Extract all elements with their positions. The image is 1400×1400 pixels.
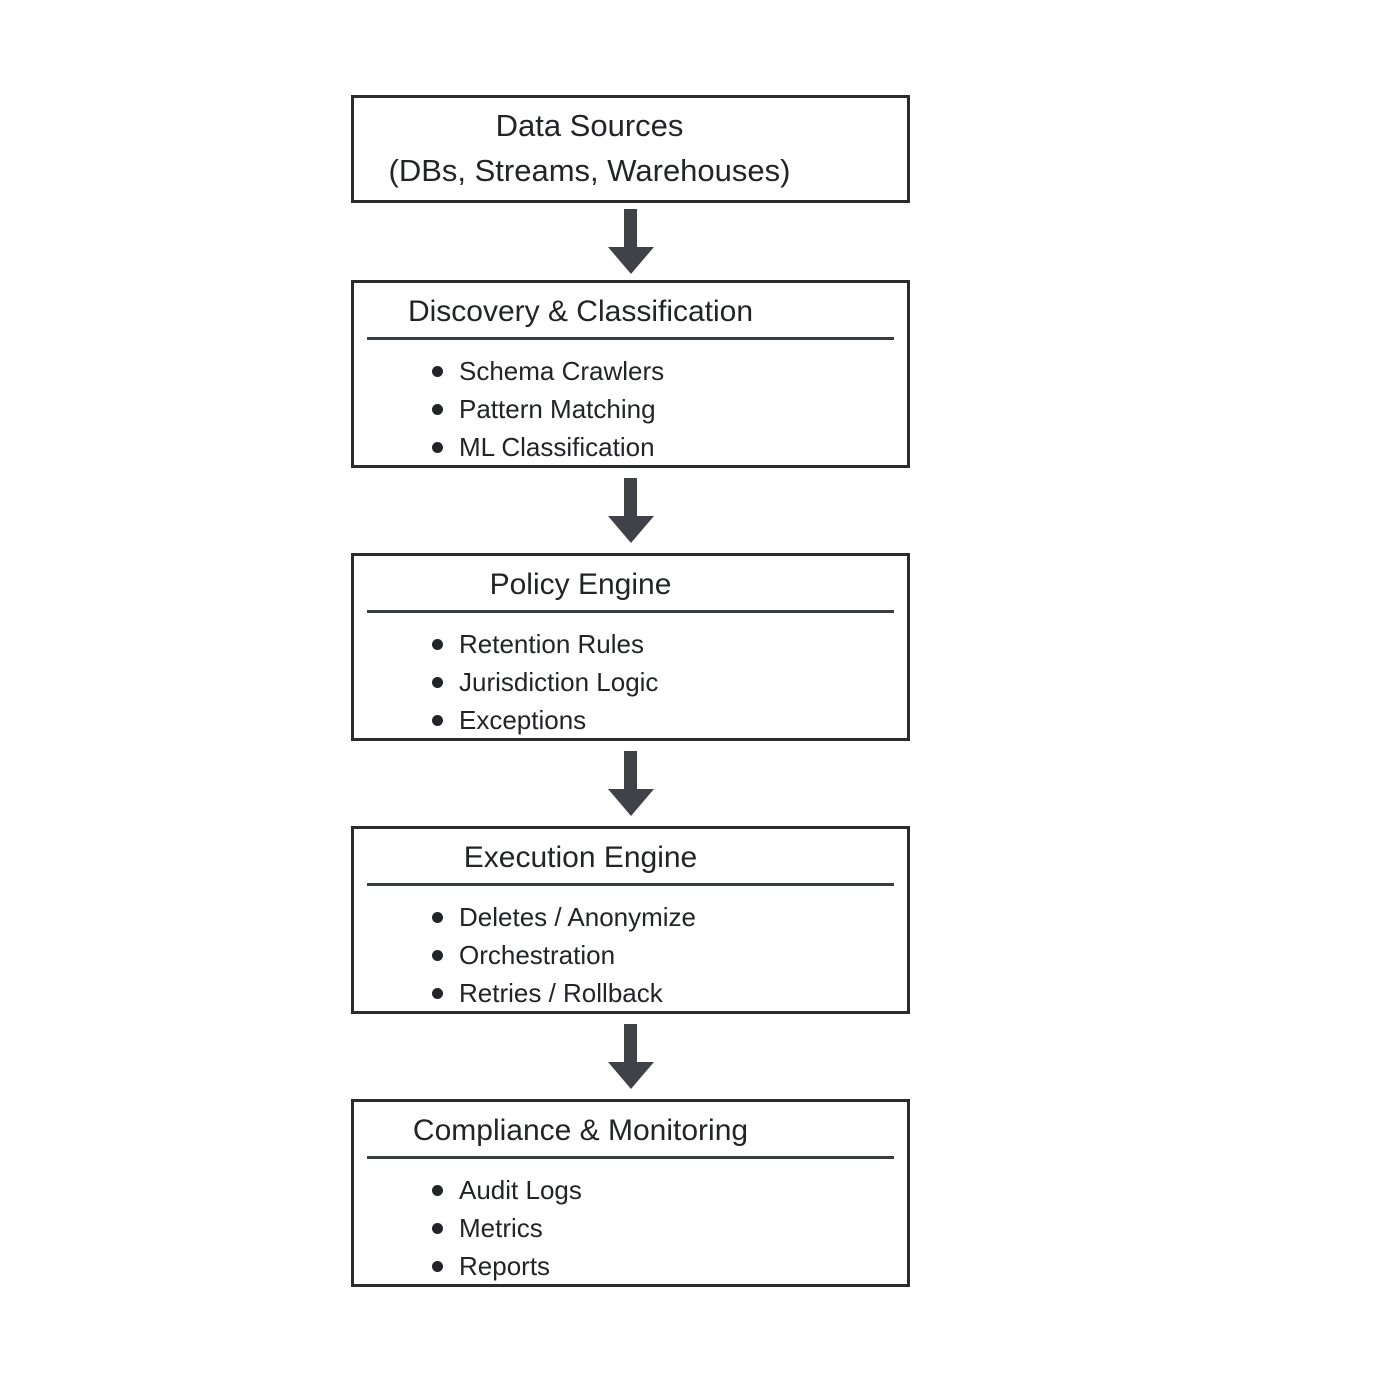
arrow-down-icon [608,1024,654,1089]
bullet-item: Retention Rules [432,625,907,663]
node-compliance-monitoring [351,1099,910,1287]
arrow-head [608,247,654,274]
bullet-item: Reports [432,1247,907,1285]
arrow-head [608,789,654,816]
bullet-item: Exceptions [432,701,907,739]
bullet-list [354,1171,907,1285]
node-data-sources-title: Data Sources [495,108,684,143]
bullet-item: Orchestration [432,936,907,974]
arrow-down-icon [608,478,654,543]
bullet-item: Schema Crawlers [432,352,907,390]
arrow-stem [624,478,637,516]
bullet-item: Metrics [432,1209,907,1247]
bullet-list [354,625,907,739]
bullet-item: Deletes / Anonymize [432,898,907,936]
bullet-list [354,352,907,466]
title-divider [367,337,894,340]
bullet-list [354,898,907,1012]
node-title: Policy Engine [489,568,672,601]
node-discovery-classification [351,280,910,468]
node-policy-engine [351,553,910,741]
arrow-stem [624,1024,637,1062]
arrow-head [608,1062,654,1089]
node-title: Discovery & Classification [407,295,754,328]
arrow-head [608,516,654,543]
bullet-item: Retries / Rollback [432,974,907,1012]
bullet-item: ML Classification [432,428,907,466]
title-divider [367,883,894,886]
bullet-item: Pattern Matching [432,390,907,428]
bullet-item: Audit Logs [432,1171,907,1209]
node-title: Execution Engine [463,841,698,874]
title-divider [367,610,894,613]
node-title: Compliance & Monitoring [412,1114,749,1147]
node-data-sources-subtitle: (DBs, Streams, Warehouses) [388,153,791,188]
node-data-sources [351,95,910,203]
node-execution-engine [351,826,910,1014]
arrow-stem [624,751,637,789]
title-divider [367,1156,894,1159]
arrow-down-icon [608,209,654,274]
flowchart-stack [351,95,910,1287]
arrow-stem [624,209,637,247]
arrow-down-icon [608,751,654,816]
bullet-item: Jurisdiction Logic [432,663,907,701]
